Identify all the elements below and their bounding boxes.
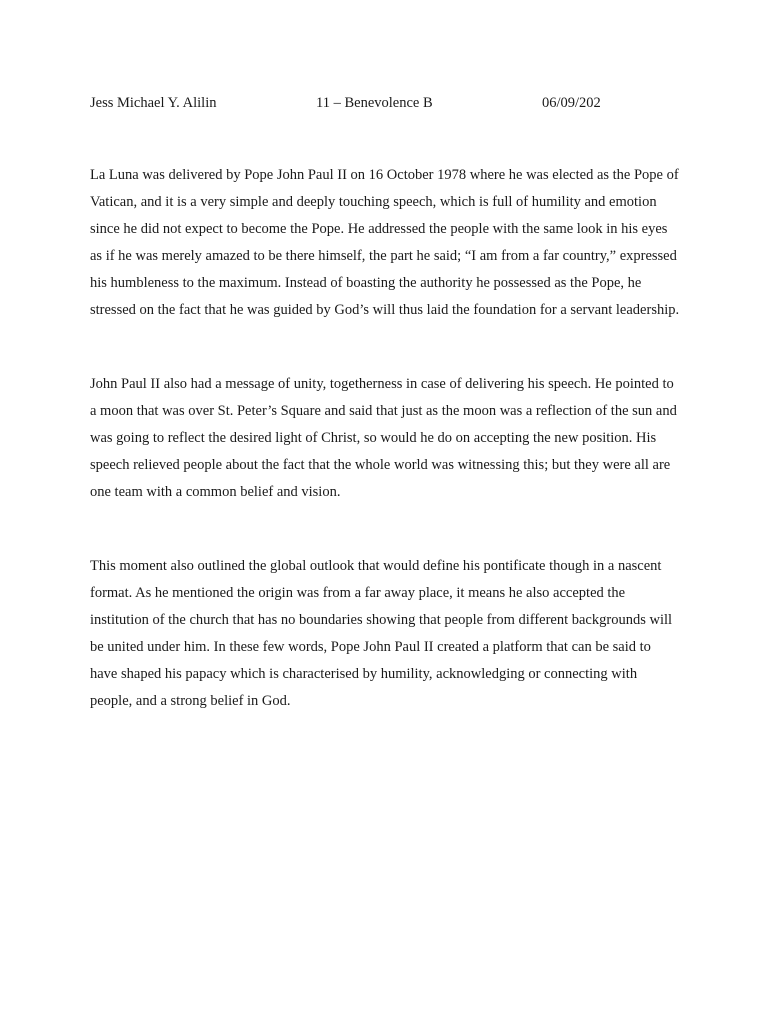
document-header — [90, 94, 690, 114]
paragraph-2: John Paul II also had a message of unity, togetherness in case of delivering his speech. He pointed to a moon that was over St. Peter’s Square and said that just as the moon was a reflection of the sun and was going to reflect the desired light of Christ, so would he do on accepting the new position. His speech relieved people about the fact that the whole world was witnessing this; but they were all are one team with a common belief and vision. — [90, 376, 677, 500]
paragraph-1: La Luna was delivered by Pope John Paul II on 16 October 1978 where he was elected as the Pope of Vatican, and it is a very simple and deeply touching speech, which is full of humility and emotion since he did not expect to become the Pope. He addressed the people with the same look in his eyes as if he was merely amazed to be there himself, the part he said; “I am from a far country,” expressed his humbleness to the maximum. Instead of boasting the authority he possessed as the Pope, he stressed on the fact that he was guided by God’s will thus laid the foundation for a servant leadership. — [90, 167, 680, 318]
author-name: Jess Michael Y. Alilin — [90, 95, 217, 111]
document-date: 06/09/202 — [542, 95, 601, 111]
document-body — [90, 162, 680, 715]
paragraph-3: This moment also outlined the global outlook that would define his pontificate though in a nascent format. As he mentioned the origin was from a far away place, it means he also accepted the institution of the church that has no boundaries showing that people from different backgrounds will be united under him. In these few words, Pope John Paul II created a platform that can be said to have shaped his papacy which is characterised by humility, acknowledging or connecting with people, and a strong belief in God. — [90, 558, 673, 709]
class-section: 11 – Benevolence B — [316, 95, 433, 111]
